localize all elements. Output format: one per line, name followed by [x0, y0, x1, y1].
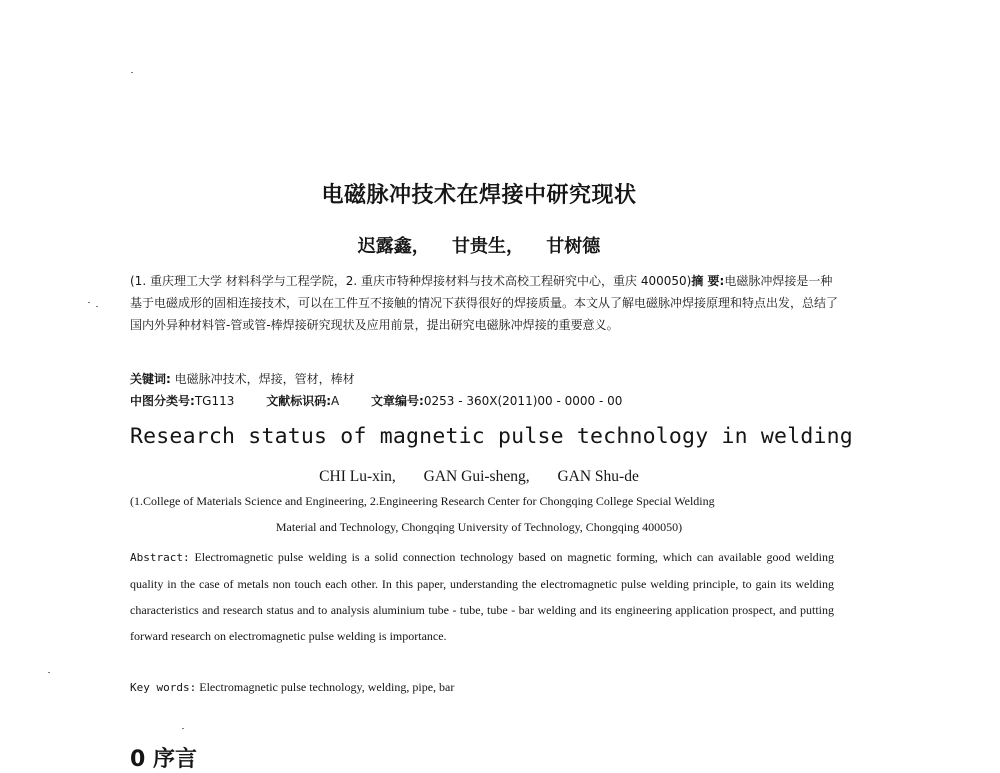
affiliation-english-line2: Material and Technology, Chongqing University of Technology, Chongqing 400050)	[275, 520, 683, 534]
author-cn-3: 甘树德	[546, 236, 601, 257]
affiliation-english-line1: (1.College of Materials Science and Engineering, 2.Engineering Research Center for Chongqing College Special Welding	[130, 494, 715, 508]
abstract-english	[130, 544, 834, 649]
scan-speck	[131, 72, 133, 73]
doc-code-value: A	[331, 394, 340, 408]
keywords-chinese	[130, 370, 355, 387]
article-number-value: 0253 - 360X(2011)00 - 0000 - 00	[423, 394, 623, 408]
scan-speck	[88, 302, 90, 303]
abstract-cn-label: 摘 要:	[691, 274, 725, 288]
clc-item	[130, 394, 248, 408]
keywords-en-label: Key words:	[130, 681, 197, 694]
doc-code-item	[266, 394, 353, 408]
affiliation-chinese: (1. 重庆理工大学 材料科学与工程学院，2. 重庆市特种焊接材料与技术高校工程研究中心，重庆 400050)	[130, 274, 692, 288]
clc-value: TG113	[194, 394, 235, 408]
classification-line	[130, 392, 650, 409]
affiliation-and-abstract-chinese	[130, 270, 842, 336]
scan-speck	[48, 672, 50, 673]
author-cn-1: 迟露鑫，	[357, 236, 430, 257]
clc-label: 中图分类号:	[130, 394, 195, 408]
keywords-en-text: Electromagnetic pulse technology, welding, pipe, bar	[199, 680, 455, 694]
abstract-en-text: Electromagnetic pulse welding is a solid connection technology based on magnetic forming, which can available good welding quality in the case of metals non touch each other. In this paper, understanding the electromagnetic pulse welding principle, to gain its welding characteristics and research status and to analysis aluminium tube - tube, tube - bar welding and its engineering application prospect, and putting forward research on electromagnetic pulse welding is importance.	[130, 550, 834, 643]
author-en-1: CHI Lu-xin,	[319, 468, 396, 485]
abstract-cn-text: 电磁脉冲焊接是一种基于电磁成形的固相连接技术，可以在工件互不接触的情况下获得很好的焊接质量。本文从了解电磁脉冲焊接原理和特点出发，总结了国内外异种材料管-管或管-棒焊接研究现状及应用前景，提出研究电磁脉冲焊接的重要意义。	[130, 274, 839, 332]
author-en-3: GAN Shu-de	[557, 468, 639, 485]
scan-speck	[182, 728, 184, 729]
scan-speck	[96, 306, 98, 307]
authors-chinese	[0, 232, 958, 258]
title-english: Research status of magnetic pulse technology in welding	[130, 424, 853, 449]
article-number-item	[371, 394, 636, 408]
title-chinese: 电磁脉冲技术在焊接中研究现状	[321, 183, 637, 208]
article-number-label: 文章编号:	[371, 394, 424, 408]
keywords-cn-text: 电磁脉冲技术，焊接，管材，棒材	[174, 372, 355, 386]
keywords-cn-label: 关键词:	[130, 372, 171, 386]
keywords-english	[130, 680, 454, 695]
doc-code-label: 文献标识码:	[266, 394, 331, 408]
author-cn-2: 甘贵生，	[452, 236, 524, 257]
authors-english	[0, 468, 958, 486]
abstract-en-label: Abstract:	[130, 551, 190, 564]
author-en-2: GAN Gui-sheng,	[423, 468, 530, 485]
section-heading: 0 序言	[130, 747, 197, 772]
